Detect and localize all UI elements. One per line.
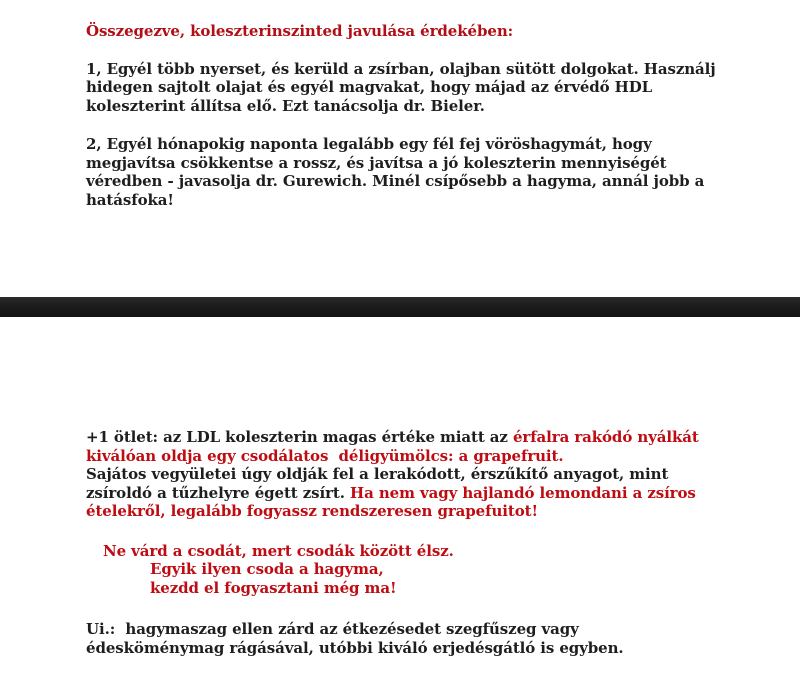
postscript-paragraph: Ui.: hagymaszag ellen zárd az étkezésedet szegfűszeg vagy édesköménymag rágásával, utóbbi kiváló erjedésgátló is egyben. [86,620,624,657]
summary-heading: Összegezve, koleszterinszinted javulása érdekében: [86,22,514,40]
bonus-tip-paragraph [86,428,716,521]
tip-2-paragraph: 2, Egyél hónapokig naponta legalább egy fél fej vöröshagymát, hogy megjavítsa csökkentse a rossz, és javítsa a jó koleszterin mennyiségét véredben - javasolja dr. Gurewich. Minél csípősebb a hagyma, annál jobb a hatásfoka! [86,135,710,209]
miracle-line: kezdd el fogyasztani még ma! [150,578,397,597]
top-text-block [0,0,800,209]
miracle-line: Egyik ilyen csoda a hagyma, [150,560,384,578]
tip-1-paragraph: 1, Egyél több nyerset, és kerüld a zsírban, olajban sütött dolgokat. Használj hidegen sajtolt olajat és egyél magvakat, hogy májad az érvédő HDL koleszterint állítsa elő. Ezt tanácsolja dr. Bieler. [86,59,721,115]
divider-bar [0,297,800,317]
miracle-lines-block [86,542,716,598]
bonus-tip-text-red-1: érfalra rakódó nyálkát kiválóan oldja egy csodálatos déligyümölcs: a grapefruit. [86,428,704,465]
miracle-line: Ne várd a csodát, mert csodák között élsz. [103,541,454,560]
bonus-tip-text-red-2: Ha nem vagy hajlandó lemondani a zsíros ételekről, legalább fogyassz rendszeresen grapefuitot! [86,483,701,520]
bonus-tip-text-black-1: +1 ötlet: az LDL koleszterin magas értéke miatt az [86,428,513,446]
bonus-tip-text-black-2: Sajátos vegyületei úgy oldják fel a lerakódott, érszűkítő anyagot, mint zsíroldó a tűzhelyre égett zsírt. [86,465,674,502]
bottom-text-block [0,317,800,657]
